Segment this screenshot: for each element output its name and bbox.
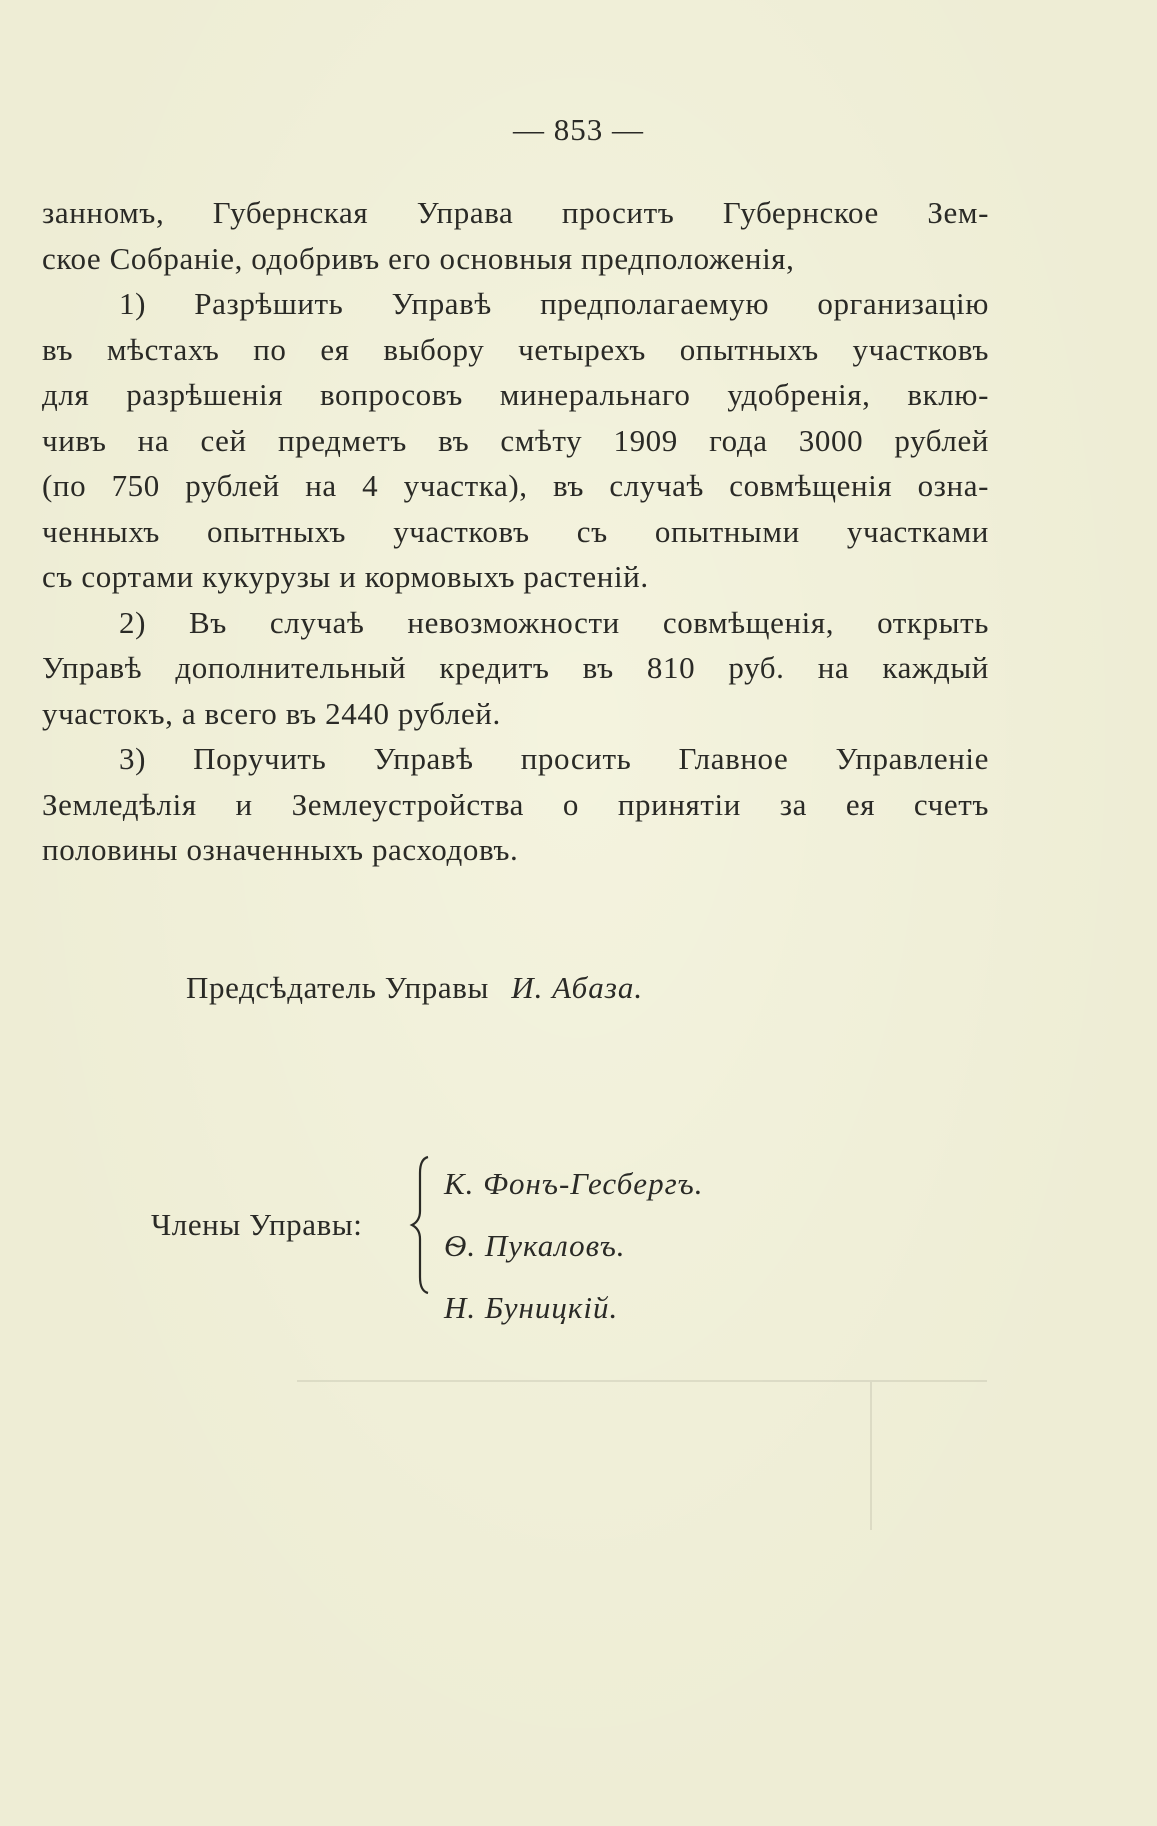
text-line: Управѣ дополнительный кредитъ въ 810 руб. на каждый — [42, 650, 989, 685]
text-line: (по 750 рублей на 4 участка), въ случаѣ совмѣщенія озна- — [42, 468, 989, 503]
member-name: Н. Буницкій. — [444, 1290, 619, 1325]
body-text — [42, 190, 989, 873]
text-line: половины означенныхъ расходовъ. — [42, 832, 519, 867]
text-line: 2) Въ случаѣ невозможности совмѣщенія, открыть — [119, 604, 989, 640]
text-line: Земледѣлія и Землеустройства о принятіи за ея счетъ — [42, 786, 989, 822]
text-line: занномъ, Губернская Управа проситъ Губернское Зем- — [42, 195, 989, 230]
text-line: въ мѣстахъ по ея выбору четырехъ опытныхъ участковъ — [42, 331, 989, 367]
members-label: Члены Управы: — [151, 1207, 363, 1242]
text-line: ское Собраніе, одобривъ его основныя предположенія, — [42, 240, 795, 276]
chairman-name: И. Абаза. — [511, 970, 644, 1005]
member-name: К. Фонъ-Гесбергъ. — [444, 1166, 704, 1201]
text-line: чивъ на сей предметъ въ смѣту 1909 года 3000 рублей — [42, 422, 989, 458]
text-line: ченныхъ опытныхъ участковъ съ опытными участками — [42, 513, 989, 549]
text-line: для разрѣшенія вопросовъ минеральнаго удобренія, вклю- — [42, 377, 989, 412]
members-list — [444, 1153, 704, 1339]
text-line: участокъ, а всего въ 2440 рублей. — [42, 695, 501, 731]
curly-brace-icon — [408, 1155, 434, 1295]
text-line: 1) Разрѣшить Управѣ предполагаемую организацію — [119, 286, 989, 321]
page-number: — 853 — — [513, 112, 644, 147]
text-line: съ сортами кукурузы и кормовыхъ растеній. — [42, 559, 649, 594]
member-name: Ѳ. Пукаловъ. — [444, 1228, 626, 1263]
chairman-label: Предсѣдатель Управы — [186, 970, 489, 1005]
chairman-signature — [186, 970, 643, 1006]
text-line: 3) Поручить Управѣ просить Главное Управленіе — [119, 741, 989, 776]
